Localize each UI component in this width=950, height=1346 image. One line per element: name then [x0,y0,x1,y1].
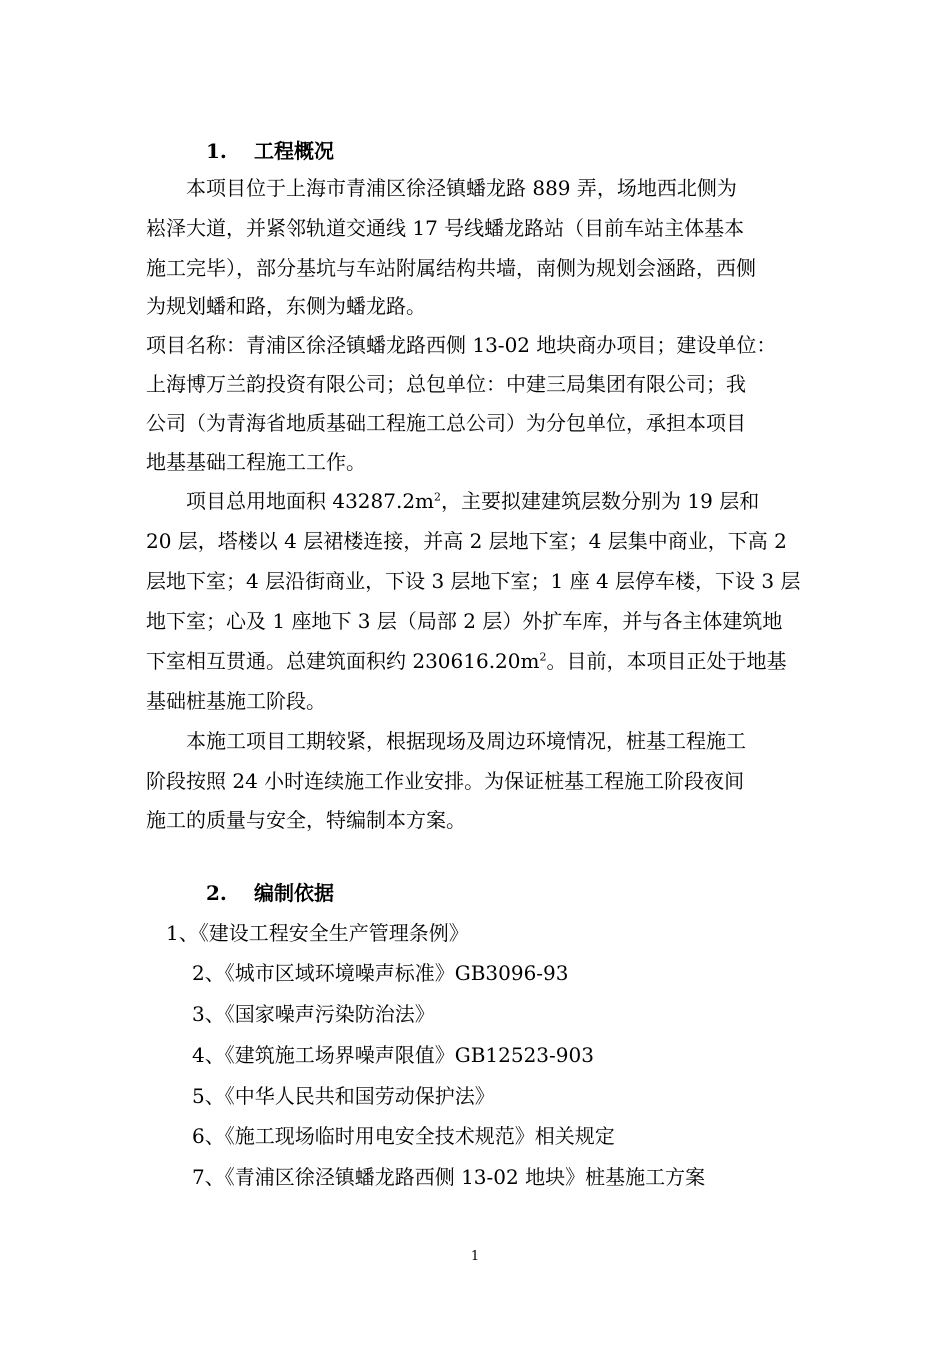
paragraph-line: 地基基础工程施工工作。 [146,450,366,474]
section-number: 1. [206,139,227,163]
section-title: 编制依据 [254,881,334,905]
paragraph-line: 本项目位于上海市青浦区徐泾镇蟠龙路 889 弄，场地西北侧为 [186,176,737,200]
paragraph-line: 基础桩基施工阶段。 [146,689,326,713]
reference-item: 6、《施工现场临时用电安全技术规范》相关规定 [192,1124,615,1148]
superscript: 2 [539,650,547,664]
paragraph-line: 为规划蟠和路，东侧为蟠龙路。 [146,294,426,318]
reference-item: 2、《城市区域环境噪声标准》GB3096-93 [192,961,569,985]
reference-item: 4、《建筑施工场界噪声限值》GB12523-903 [192,1043,594,1067]
text-run: 。目前，本项目正处于地基 [546,649,787,673]
paragraph-line [186,487,759,515]
section-heading-1 [206,137,334,165]
paragraph-line: 层地下室；4 层沿街商业，下设 3 层地下室；1 座 4 层停车楼，下设 3 层 [146,569,801,593]
paragraph-line: 施工完毕），部分基坑与车站附属结构共墙，南侧为规划会涵路，西侧 [146,256,756,280]
paragraph-line: 施工的质量与安全，特编制本方案。 [146,808,466,832]
section-heading-2 [206,879,334,907]
paragraph-line: 阶段按照 24 小时连续施工作业安排。为保证桩基工程施工阶段夜间 [146,769,745,793]
paragraph-line: 地下室；心及 1 座地下 3 层（局部 2 层）外扩车库，并与各主体建筑地 [146,609,783,633]
page-number: 1 [470,1249,480,1264]
text-run: 下室相互贯通。总建筑面积约 230616.20m [146,649,540,673]
section-title: 工程概况 [254,139,334,163]
section-number: 2. [206,881,227,905]
reference-item: 5、《中华人民共和国劳动保护法》 [192,1084,495,1108]
paragraph-line: 20 层，塔楼以 4 层裙楼连接，并高 2 层地下室；4 层集中商业，下高 2 [146,529,787,553]
paragraph-line: 公司（为青海省地质基础工程施工总公司）为分包单位，承担本项目 [146,411,746,435]
paragraph-line: 崧泽大道，并紧邻轨道交通线 17 号线蟠龙路站（目前车站主体基本 [146,216,745,240]
reference-item: 7、《青浦区徐泾镇蟠龙路西侧 13-02 地块》桩基施工方案 [192,1165,706,1189]
paragraph-line: 上海博万兰韵投资有限公司；总包单位：中建三局集团有限公司；我 [146,372,746,396]
text-run: ，主要拟建建筑层数分别为 19 层和 [441,489,760,513]
paragraph-line [146,647,786,675]
superscript: 2 [434,490,442,504]
text-run: 项目总用地面积 43287.2m [186,489,435,513]
reference-item: 3、《国家噪声污染防治法》 [192,1002,435,1026]
paragraph-line: 项目名称：青浦区徐泾镇蟠龙路西侧 13-02 地块商办项目；建设单位： [146,333,777,357]
paragraph-line: 本施工项目工期较紧，根据现场及周边环境情况，桩基工程施工 [186,729,746,753]
reference-item: 1、《建设工程安全生产管理条例》 [166,921,469,945]
